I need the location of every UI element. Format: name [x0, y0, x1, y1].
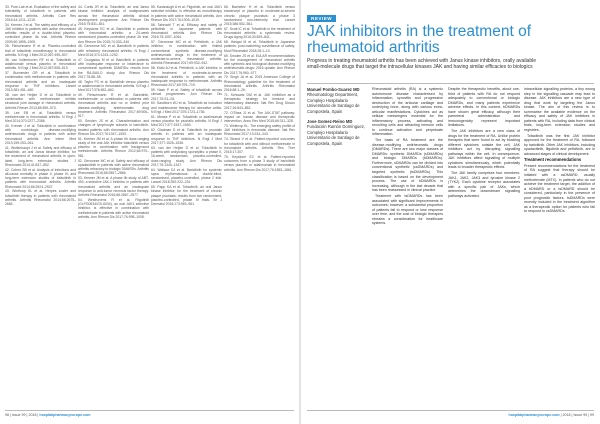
reference-entry: 38. van der Heijde D et al. Tofacitinib in combination with methotrexate inhibits structural joint damage in rheumatoid arthritis. Arthritis Rheum 2013;65:559–570.	[5, 92, 76, 110]
reference-entry: 73. Winthrop KL. The emerging safety profile of JAK inhibitors in rheumatic disease. Nat Rev Rheumatol 2017;13:234–243.	[224, 123, 295, 137]
reference-column-4	[224, 5, 295, 407]
reference-entry: 63. van der Heijde D et al. Tofacitinib in patients with ankylosing spondylitis: a phase II, 16-week, randomised, placebo-controlled, dose-ranging study. Ann Rheum Dis 2017;76:1340–1347.	[151, 145, 222, 167]
reference-entry: 43. Winthrop KL et al. Herpes zoster and tofacitinib therapy in patients with rheumatoid arthritis. Arthritis Rheumatol 2014;66:2675–2684.	[5, 189, 76, 207]
author-name: Manuel Pombo-Suarez MD	[307, 87, 360, 92]
left-footer-brand: hospitalpharmacyeurope.com	[39, 413, 91, 417]
body-paragraph: The JAK inhibitors are a new class of drugs for the treatment of RA. Unlike protein therapies that were found to act by blocking different cytokines outside the cell, JAK inhibitors act by disrupting signalling pathways within the cell. In consequence, JAK inhibitors affect signalling of multiple cytokines simultaneously, which potentially leads to broader therapeutic effects.	[448, 129, 520, 170]
left-page	[0, 0, 299, 424]
reference-column-1	[5, 5, 76, 407]
reference-entry: 65. Papp KA et al. Tofacitinib, an oral Janus kinase inhibitor, for the treatment of chronic plaque psoriasis: results from two randomized, placebo-controlled, phase III trials. Br J Dermatol 2015;173:949–961.	[151, 185, 222, 207]
section-tag: REVIEW	[307, 15, 336, 22]
reference-entry: 37. Burmester GR et al. Tofacitinib in combination with methotrexate in patients with rheumatoid arthritis and an inadequate response to TNF inhibitors. Lancet 2013;381:451–460.	[5, 71, 76, 93]
reference-entry: 75. Keystone EC et al. Patient-reported outcomes from a phase 3 study of baricitinib versus placebo or adalimumab in rheumatoid arthritis. Ann Rheum Dis 2017;76:1853–1861.	[224, 154, 295, 172]
body-column-2	[448, 87, 520, 405]
article-standfirst: Progress in treating rheumatoid arthritis has been achieved with Janus kinase inhibitors, orally available small-molecule drugs that target the intracellular kinases JAK and having similar efficacies to biologics	[307, 58, 537, 71]
reference-entry: 46. Genovese MC et al. Baricitinib in patients with refractory rheumatoid arthritis. N Engl J Med 2016;374:1243–1252.	[78, 44, 149, 57]
author-affiliation: Fundación Ramón Domínguez, Complejo Hospitalario Universitario de Santiago de Compostela, Spain	[307, 124, 365, 146]
reference-entry: 58. Kivitz AJ et al. Peficitinib, a JAK inhibitor, in the treatment of moderate-to-severe rheumatoid arthritis in patients with an inadequate response to methotrexate. Arthritis Rheumatol 2017;69:709–719.	[151, 66, 222, 88]
reference-entry: 71. Schwartz DM et al. JAK inhibition as a therapeutic strategy for immune and inflammatory diseases. Nat Rev Drug Discov 2017;16:843–862.	[224, 92, 295, 110]
reference-entry: 72. O'Shea JJ et al. The JAK-STAT pathway: impact on human disease and therapeutic intervention. Annu Rev Med 2015;66:311–328.	[224, 110, 295, 124]
reference-entry: 40. Kremer J et al. Tofacitinib in combination with nonbiologic disease-modifying antirheumatic drugs in patients with active rheumatoid arthritis. Ann Intern Med 2013;159:253–261.	[5, 123, 76, 145]
reference-entry: 59. Nash P et al. Safety of tofacitinib across clinical programmes. Ann Rheum Dis 2017;76:S1–S4.	[151, 88, 222, 101]
right-footer-issue: | 2018 | Issue 99 | 99	[559, 413, 594, 417]
body-paragraph: The JAK family comprises four members: JAK1, JAK2, JAK3 and tyrosine kinase 2 (TYK2). Each cytokine receptor associates with a specific pair of JAKs, which determines the downstream signalling pathways activated.	[448, 171, 520, 198]
reference-entry: 74. Strand V et al. Patient-reported outcomes for tofacitinib with and without methotrexate in rheumatoid arthritis. Arthritis Res Ther 2015;17:307.	[224, 137, 295, 154]
reference-entry: 35. Fleischmann R et al. Placebo-controlled trial of tofacitinib monotherapy in rheumatoid arthritis. N Engl J Med 2012;367:495–507.	[5, 44, 76, 57]
reference-entry: 62. Gladman D et al. Tofacitinib for psoriatic arthritis in patients with an inadequate response to TNF inhibitors. N Engl J Med 2017;377:1525–1536.	[151, 128, 222, 145]
body-column-3	[524, 87, 595, 405]
right-page	[301, 0, 600, 424]
reference-entry: 55. Kavanaugh A et al. Filgotinib, an oral JAK1 selective inhibitor, is effective as monotherapy in patients with active rheumatoid arthritis. Ann Rheum Dis 2017;76:1009–1019.	[151, 5, 222, 22]
reference-entry: 34. Kremer J et al. The safety and efficacy of a JAK inhibitor in patients with active rheumatoid arthritis: results of a double-blind placebo-controlled phase IIa trial. Arthritis Rheum 2009;60:1895–1905.	[5, 22, 76, 44]
reference-column-2	[78, 5, 149, 407]
body-paragraph: Despite the therapeutic benefits, about one-third of patients with RA do not respond adequately to conventional or biologic DMARDs, and many patients experience adverse effects. In this context, bDMARDs have shown great efficacy, although their parenteral administration and immunogenicity represent important limitations.	[448, 87, 520, 128]
reference-entry: 41. Wollenhaupt J et al. Safety and efficacy of tofacitinib, an oral Janus kinase inhibitor, for the treatment of rheumatoid arthritis in open-label, long-term extension studies. J Rheumatol 2014;41:837–852.	[5, 145, 76, 167]
reference-entry: 39. Lee EB et al. Tofacitinib versus methotrexate in rheumatoid arthritis. N Engl J Med 2014;370:2377–2386.	[5, 110, 76, 124]
body-paragraph: Rheumatoid arthritis (RA) is a systemic autoimmune disease characterised by inflammation, synovitis and progressive destruction of the articular cartilage and underlying bone, along with various extra-articular manifestations. Cytokines act as cellular messengers essential for the inflammatory process, activating and recruiting cells and attracting immune cells to continue activation and perpetuate inflammation.	[372, 87, 443, 137]
left-footer-issue: 98 | Issue 99 | 2018 |	[5, 413, 40, 417]
right-page-footer	[307, 410, 594, 418]
divider	[307, 83, 594, 84]
reference-entry: 66. Bachelez H et al. Tofacitinib versus etanercept or placebo in moderate-to-severe chronic plaque psoriasis: a phase 3 randomised non-inferiority trial. Lancet 2015;386:552–561.	[224, 5, 295, 26]
reference-entry: 50. Smolen JS et al. Characterisation and changes of lymphocyte subsets in baricitinib-treated patients with rheumatoid arthritis. Ann Rheum Dis 2017;76:1047–1053.	[78, 119, 149, 136]
reference-entry: 44. Curtis JR et al. Tofacitinib, an oral Janus kinase inhibitor: analysis of malignancies across the rheumatoid arthritis clinical development programme. Ann Rheum Dis 2016;75:831–841.	[78, 5, 149, 26]
reference-entry: 49. Fleischmann R et al. Baricitinib, methotrexate, or combination in patients with rheumatoid arthritis and no or limited prior disease-modifying antirheumatic drug treatment. Arthritis Rheumatol 2017;69:506–517.	[78, 92, 149, 119]
reference-entry: 33. Pure-Lab et al. Evaluation of the safety and tolerability of tofacitinib in patients with rheumatoid arthritis. Arthritis Care Res 2016;44:1211–1219.	[5, 5, 76, 22]
reference-entry: 51. Kremer JM et al. A phase IIb dose-ranging study of the oral JAK inhibitor tofacitinib versus placebo in combination with background methotrexate. Arthritis Rheum 2012;64:970–981.	[78, 136, 149, 158]
reference-entry: 67. Scott IC et al. Tofacitinib in the treatment of rheumatoid arthritis: a systematic review. Drugs Aging 2016;33:829–841.	[224, 26, 295, 40]
reference-entry: 64. Wallace DJ et al. Baricitinib for systemic lupus erythematosus: a double-blind, randomised, placebo-controlled, phase 2 trial. Lancet 2018;392:222–231.	[151, 167, 222, 185]
reference-entry: 57. Genovese MC et al. Peficitinib, a JAK inhibitor, in combination with limited conventional synthetic disease-modifying antirheumatic drugs in the treatment of moderate-to-severe rheumatoid arthritis. Arthritis Rheumatol 2017;69:932–942.	[151, 40, 222, 66]
body-paragraph: intracellular signalling proteins, a tiny wrong step in the signalling cascade may lead to disease. JAK inhibitors are a new type of drug that work by targeting the Janus kinase. The aim of this review is to summarise the available evidence on the efficacy and safety of JAK inhibitors in patients with RA, including data from clinical trials, long-term extension studies and registries.	[524, 87, 595, 132]
reference-entry: 60. Sandborn WJ et al. Tofacitinib as induction and maintenance therapy for ulcerative colitis. N Engl J Med 2017;376:1723–1736.	[151, 101, 222, 114]
body-paragraph: Present recommendations for the treatment of RA suggest that therapy should be initiated with a csDMARD, usually methotrexate (MTX). In patients who do not achieve the treatment target, the addition of a bDMARD or a tsDMARD should be considered, particularly in the presence of poor prognostic factors. tsDMARDs were recently included in the treatment algorithm as a therapeutic option for patients who fail to respond to csDMARDs.	[524, 163, 595, 214]
reference-entry: 42. Cohen SB et al. Analysis of infections and all-cause mortality in phase II, phase III, and long-term extension studies of tofacitinib in patients with rheumatoid arthritis. Arthritis Rheumatol 2014;66:2924–2937.	[5, 167, 76, 189]
article-title: JAK inhibitors in the treatment of rheumatoid arthritis	[307, 23, 532, 56]
body-paragraph: Treatment with tsDMARDs has been associated with significant improvements in outcomes; however, a substantial proportion of patients fail to respond or lose response over time, and the cost of biologic therapies remains a consideration for healthcare systems.	[372, 193, 443, 226]
left-page-footer	[5, 410, 294, 418]
body-paragraph: Tofacitinib was the first JAK inhibitor approved for the treatment of RA, followed by baricitinib. Other JAK inhibitors, including upadacitinib, filgotinib and peficitinib, are in advanced stages of clinical development.	[524, 133, 595, 156]
body-column-1	[372, 87, 443, 405]
reference-entry: 45. Keystone EC et al. Baricitinib in patients with rheumatoid arthritis: a 24-week randomised placebo-controlled phase 2b trial. Ann Rheum Dis 2015;74:333–340.	[78, 26, 149, 44]
section-subheading: Treatment recommendations	[524, 157, 582, 163]
reference-column-3	[151, 5, 222, 407]
reference-entry: 56. Takeuchi T et al. Efficacy and safety of peficitinib in Japanese patients with rheumatoid arthritis. Ann Rheum Dis 2016;75:1057–1064.	[151, 22, 222, 40]
reference-entry: 54. Westhovens R et al. Filgotinib (GLPG0634/GS-6034), an oral JAK1 selective inhibitor, is effective in combination with methotrexate in patients with active rheumatoid arthritis. Ann Rheum Dis 2017;76:998–1008.	[78, 197, 149, 219]
reference-entry: 36. van Vollenhoven RF et al. Tofacitinib or adalimumab versus placebo in rheumatoid arthritis. N Engl J Med 2012;367:508–519.	[5, 57, 76, 71]
reference-entry: 48. Taylor PC et al. Baricitinib versus placebo or adalimumab in rheumatoid arthritis. N Engl J Med 2017;376:652–662.	[78, 79, 149, 93]
reference-entry: 47. Dougados M et al. Baricitinib in patients with inadequate response or intolerance to conventional synthetic DMARDs: results from the RA-BUILD study. Ann Rheum Dis 2017;76:88–95.	[78, 57, 149, 79]
reference-entry: 68. Harigai M et al. Tofacitinib in Japanese patients: post-marketing surveillance of safety. Mod Rheumatol 2018;28:1–10.	[224, 40, 295, 53]
body-paragraph: The basis of RA treatment are the disease-modifying antirheumatic drugs (DMARDs). There are two major classes of DMARDs: synthetic DMARDs (sDMARDs) and biologic DMARDs (bDMARDs). Furthermore, sDMARDs can be divided into conventional synthetic (csDMARDs) and targeted synthetic (tsDMARDs). This classification is based on the development process. The use of bDMARDs is increasing, although in the last decade that has been reassessed in clinical practice.	[372, 138, 443, 193]
author-affiliation: Rheumatology Department, Complejo Hospitalario Universitario de Santiago de Compostela, Spain	[307, 92, 360, 114]
reference-entry: 61. Mease P et al. Tofacitinib or adalimumab versus placebo for psoriatic arthritis. N Engl J Med 2017;377:1537–1550.	[151, 114, 222, 128]
reference-entry: 70. Singh JA et al. 2015 American College of Rheumatology guideline for the treatment of rheumatoid arthritis. Arthritis Rheumatol 2016;68:1–26.	[224, 75, 295, 93]
author-block	[307, 87, 367, 151]
author-name: Jose Gomez-Reino MD	[307, 119, 353, 125]
reference-entry: 69. Smolen JS et al. EULAR recommendations for the management of rheumatoid arthritis with synthetic and biological disease-modifying antirheumatic drugs: 2016 update. Ann Rheum Dis 2017;76:960–977.	[224, 53, 295, 75]
right-footer-brand: hospitalpharmacyeurope.com	[508, 413, 560, 417]
reference-entry: 52. Genovese MC et al. Safety and efficacy of upadacitinib in patients with active rheumatoid arthritis refractory to biologic DMARDs. Arthritis Rheumatol 2016;68:2857–2866.	[78, 158, 149, 176]
reference-entry: 53. Kremer JM et al. A phase IIb study of ABT-494, a selective JAK-1 inhibitor, in patients with rheumatoid arthritis and an inadequate response to anti-tumor necrosis factor therapy. Arthritis Rheumatol 2016;68:2867–2877.	[78, 176, 149, 198]
